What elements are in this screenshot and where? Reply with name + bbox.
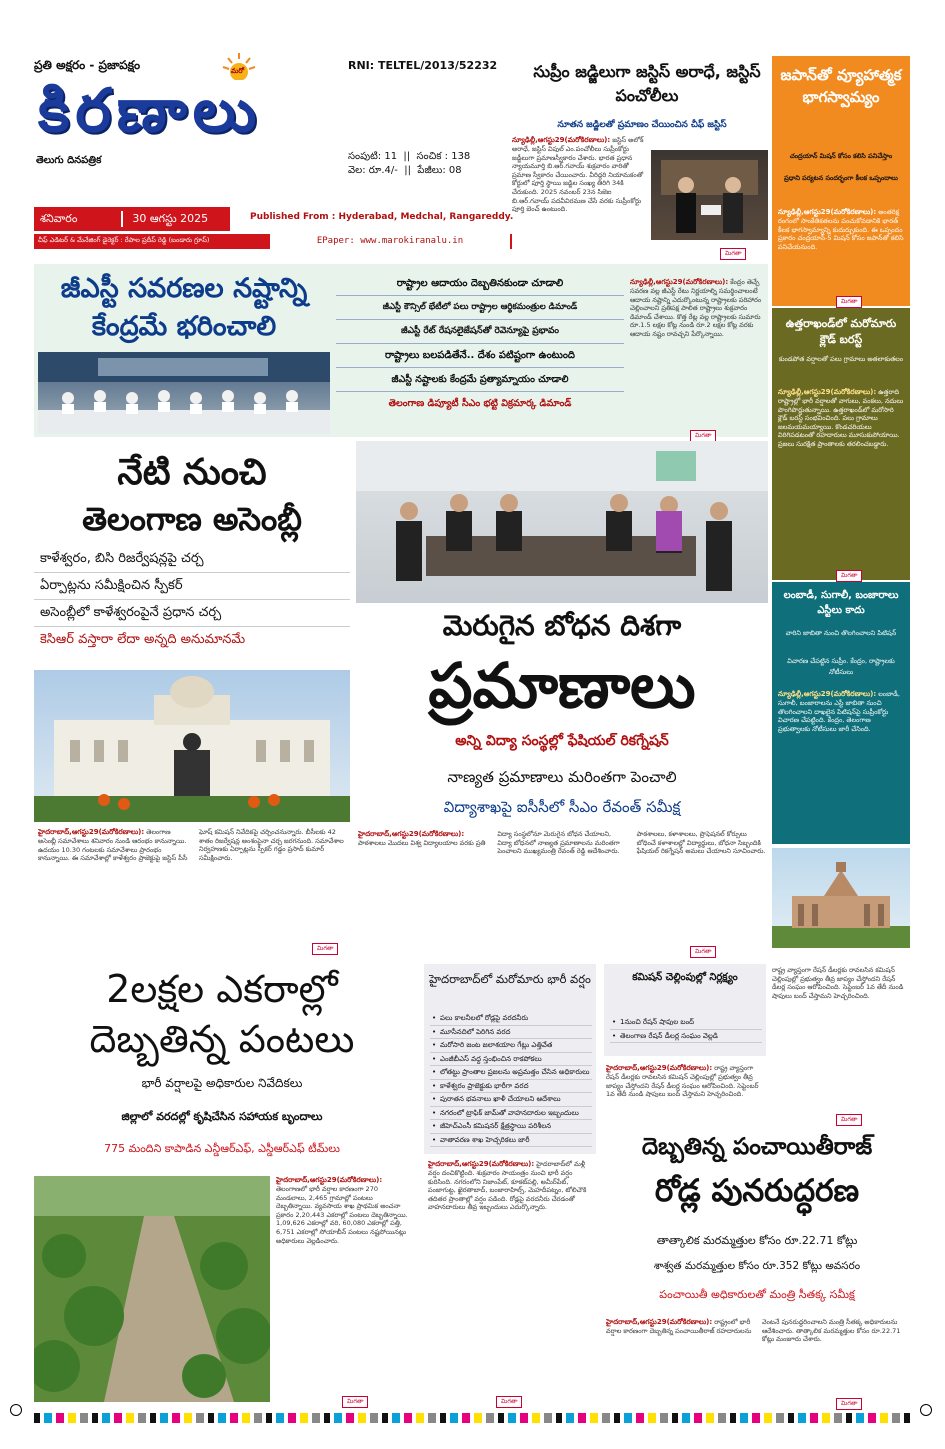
- assembly-dateline: హైదరాబాద్,ఆగస్టు29(మరోకిరణాలు):: [38, 828, 145, 836]
- gst-point: జీఎస్టీ కౌన్సిల్ భేటీలో పలు రాష్ట్రాల ఆర్థికమంత్రుల డిమాండ్: [336, 296, 624, 320]
- rain-point: • ఎంజీబీఎస్ వద్ద స్తంభించిన రాకపోకలు: [430, 1053, 592, 1067]
- masthead-logo: కిరణాలు: [38, 76, 263, 146]
- lambadi-headline: లంబాడీ, సుగాలీ, బంజారాలు ఎస్టీలు కాదు: [783, 590, 899, 616]
- rni-number: RNI: TELTEL/2013/52232: [348, 59, 498, 72]
- flooded-field-photo: [34, 1176, 270, 1402]
- japan-more[interactable]: [836, 288, 862, 308]
- assembly-point: కాళేశ్వరం, బిసి రిజర్వేషన్లపై చర్చ: [34, 546, 350, 573]
- commission-body: [606, 1064, 766, 1114]
- date-bar: [34, 207, 230, 231]
- price: వెల: రూ.4/-: [348, 165, 398, 176]
- uttarakhand-body: [778, 388, 904, 556]
- assembly-point: అసెంబ్లీలో కాళేశ్వరంపైనే ప్రధాన చర్చ: [34, 600, 350, 627]
- lambadi-dateline: న్యూఢిల్లీ,ఆగస్టు29(మరోకిరణాలు):: [778, 690, 877, 698]
- assembly-text: తెలంగాణ అసెంబ్లీ సమావేశాలు శనివారం నుండి ఆరంభం కానున్నాయి. ఉదయం 10.30 గంటలకు సమావేశాలు ప్రారంభం కానున్నాయి. ఈ సమావేశాల్లో కాళేశ్వరం ప్రాజెక్టుపై జస్టిస్ పీసీ ఘోష్ కమిషన్ నివేదికపై చర్చించనున్నారు. బీసీలకు 42 శాతం రిజర్వేషన్ల అంశంపైనా చర్చ జరగనుంది. సమావేశాల నిర్వహణకు ఏర్పాట్లను స్పీకర్ గడ్డం ప్రసాద్ కుమార్ సమీక్షించారు.: [38, 828, 344, 863]
- emblem-text: మరో: [231, 67, 245, 75]
- commission-body-cont: [772, 966, 910, 1090]
- roads-text: రాష్ట్రంలో భారీ వర్షాల కారణంగా దెబ్బతిన్న పంచాయితీరాజ్ రహదారులను వెంటనే పునరుద్ధరించాలని మంత్రి సీతక్క అధికారులను ఆదేశించారు. తాత్కాలిక మరమ్మత్తుల కోసం రూ.22.71 కోట్లు మంజూరు చేశారు.: [606, 1318, 901, 1344]
- date: 30 ఆగస్టు 2025: [132, 212, 209, 225]
- published-from: Published From : Hyderabad, Medchal, Rangareddy.: [250, 212, 514, 222]
- pramanalu-more[interactable]: [690, 938, 716, 958]
- pages: పేజీలు: 08: [417, 165, 462, 176]
- commission-text-cont: రాష్ట్ర వ్యాప్తంగా రేషన్ డీలర్లకు రావలసిన కమిషన్ చెల్లింపుల్లో ప్రభుత్వం తీవ్ర జాప్యం చేస్తోందని రేషన్ డీలర్ల సంఘం ఆరోపించింది. సెప్టెంబర్ 1వ తేదీ నుండి షాపులు బంద్ చేస్తామని హెచ్చరించింది.: [772, 966, 904, 1000]
- pramanalu-sub2: నాణ్యత ప్రమాణాలు మరింతగా పెంచాలి: [447, 768, 677, 786]
- crops-more[interactable]: [342, 1388, 368, 1408]
- top-story-more[interactable]: [720, 240, 746, 260]
- issue: సంచిక : 138: [416, 151, 471, 162]
- japan-sub: చంద్రయాన్ మిషన్ కోసం కలిసి పనిచేస్తాం: [789, 152, 893, 160]
- rain-dateline: హైదరాబాద్,ఆగస్టు29(మరోకిరణాలు):: [428, 1160, 535, 1168]
- gst-more[interactable]: [690, 422, 716, 442]
- rain-more[interactable]: [496, 1388, 522, 1408]
- registration-bar: [34, 1413, 912, 1423]
- rain-point: • లోతట్టు ప్రాంతాల ప్రజలను అప్రమత్తం చేసిన అధికారులు: [430, 1066, 592, 1080]
- crops-headline-2: దెబ్బతిన్న పంటలు: [89, 1017, 355, 1061]
- pramanalu-body: [358, 830, 766, 946]
- uttarakhand-text: ఉత్తరాది రాష్ట్రాల్లో భారీ వర్షాలతో వాగులు, వంకలు, నదులు పొంగిపొర్లుతున్నాయి. ఉత్తరాఖండ్‌లో మరోసారి క్లౌడ్ బరస్ట్ సంభవించింది. పలు గ్రామాలు జలమయమయ్యాయి. కొండచరియలు విరిగిపడటంతో రహదారులు మూసుకుపోయాయి. ప్రజలు సురక్షిత ప్రాంతాలకు తరలించబడ్డారు.: [778, 388, 904, 448]
- tagline: ప్రతి అక్షరం - ప్రజాపక్షం: [34, 58, 141, 72]
- rain-point: • జీహెచ్ఎంసీ కమిషనర్ క్షేత్రస్థాయి పరిశీలన: [430, 1120, 592, 1134]
- crops-text: తెలంగాణలో భారీ వర్షాల కారణంగా 270 మండలాలు, 2,465 గ్రామాల్లో పంటలు దెబ్బతిన్నాయి. వ్యవసాయ శాఖ ప్రాథమిక అంచనా ప్రకారం 2,20,443 ఎకరాల్లో పంటలు దెబ్బతిన్నాయి. 1,09,626 ఎకరాల్లో వరి, 60,080 ఎకరాల్లో పత్తి, 6,751 ఎకరాల్లో సోయాబీన్ పంటలు నష్టపోయినట్లు అధికారులు వెల్లడించారు.: [276, 1185, 408, 1245]
- more-tag: మిగతా: [836, 1114, 862, 1126]
- commission-dateline: హైదరాబాద్,ఆగస్టు29(మరోకిరణాలు):: [606, 1064, 713, 1072]
- top-story-dateline: న్యూఢిల్లీ,ఆగస్టు29(మరోకిరణాలు):: [512, 136, 611, 144]
- gst-text: కేంద్రం తెచ్చే సవరణ వల్ల జీఎస్టీ రేటు నిర్ణయాల్ని సమర్థించాలంటే ఆదాయ నష్టాన్ని ఎదుర్కొంటున్న రాష్ట్రాలకు పరిహారం చెల్లించాలని ప్రతిపక్ష పాలిత రాష్ట్రాలు శుక్రవారం డిమాండ్ చేశాయి. కొత్త రేట్ల వల్ల రాష్ట్రాలకు సుమారు రూ.1.5 లక్షల కోట్ల నుండి రూ.2 లక్షల కోట్ల వరకు ఆదాయ నష్టం రావచ్చని పేర్కొన్నాయి.: [630, 278, 762, 338]
- rain-point: • పురాతన భవనాలు ఖాళీ చేయాలని ఆదేశాలు: [430, 1093, 592, 1107]
- rain-point: • మరోసారి జంట జలాశయాల గేట్లు ఎత్తివేత: [430, 1039, 592, 1053]
- pramanalu-dateline: హైదరాబాద్,ఆగస్టు29(మరోకిరణాలు):: [358, 830, 465, 838]
- commission-text: రాష్ట్ర వ్యాప్తంగా రేషన్ డీలర్లకు రావలసిన కమిషన్ చెల్లింపుల్లో ప్రభుత్వం తీవ్ర జాప్యం చేస్తోందని రేషన్ డీలర్ల సంఘం ఆరోపించింది. సెప్టెంబర్ 1వ తేదీ నుండి షాపులు బంద్ చేస్తామని హెచ్చరించింది.: [606, 1064, 759, 1099]
- more-tag: మిగతా: [690, 946, 716, 958]
- uttarakhand-sub: కుండపోత వర్షాలతో పలు గ్రామాలు అతలాకుతలం: [778, 355, 904, 363]
- assembly-point: ఏర్పాట్లను సమీక్షించిన స్పీకర్: [34, 573, 350, 600]
- assembly-body: [38, 828, 350, 948]
- assembly-more[interactable]: [312, 935, 338, 955]
- roads-dateline: హైదరాబాద్,ఆగస్టు29(మరోకిరణాలు):: [606, 1318, 713, 1326]
- uttarakhand-dateline: న్యూఢిల్లీ,ఆగస్టు29(మరోకిరణాలు):: [778, 388, 877, 396]
- commission-more[interactable]: [836, 1106, 862, 1126]
- gst-body: [630, 278, 764, 418]
- gst-meeting-photo: [38, 352, 330, 434]
- roads-sub2: శాశ్వత మరమ్మత్తుల కోసం రూ.352 కోట్లు అవసరం: [653, 1260, 861, 1272]
- pramanalu-sub3: విద్యాశాఖపై ఐసీసీలో సీఎం రేవంత్ సమీక్ష: [443, 798, 681, 816]
- commission-point: • తెలంగాణ రేషన్ డీలర్ల సంఘం వెల్లడి: [610, 1030, 762, 1044]
- rain-points: [430, 1012, 592, 1147]
- assembly-building-photo: [34, 670, 350, 822]
- cm-review-photo: [356, 441, 768, 603]
- japan-sub2: ప్రధాని పర్యటన సందర్భంగా కీలక ఒప్పందాలు: [784, 174, 898, 182]
- gst-point: జీఎస్టీ నష్టాలకు కేంద్రమే ప్రత్యామ్నాయం చూడాలి: [336, 368, 624, 392]
- roads-headline-2: రోడ్ల పునరుద్ధరణ: [654, 1173, 860, 1209]
- commission-point: • 1నుంచి రేషన్ షాపుల బంద్: [610, 1016, 762, 1030]
- japan-body: [778, 208, 904, 278]
- gst-point-red: తెలంగాణ డిప్యూటీ సీఎం భట్టి విక్రమార్క డిమాండ్: [388, 398, 572, 409]
- rain-point: • మూసీనదిలో పెరిగిన వరద: [430, 1026, 592, 1040]
- roads-headline-1: దెబ్బతిన్న పంచాయితీరాజ్: [641, 1134, 873, 1160]
- rain-point: • పలు కాలనీలలో రోడ్లపై వరదనీరు: [430, 1012, 592, 1026]
- gst-point: రాష్ట్రాలు బలపడితేనే.. దేశం పటిష్టంగా ఉంటుంది: [336, 344, 624, 368]
- registration-mark-right: [920, 1404, 932, 1416]
- registration-mark-left: [10, 1404, 22, 1416]
- roads-sub: తాత్కాలిక మరమ్మత్తుల కోసం రూ.22.71 కోట్లు: [656, 1234, 858, 1247]
- rain-headline: హైదరాబాద్‌లో మరోమారు భారీ వర్షం: [429, 972, 591, 986]
- assembly-headline-1: నేటి నుంచి: [117, 452, 267, 493]
- gst-points: [336, 272, 624, 415]
- lambadi-text: లంబాడీ, సుగాలీ, బంజారాలను ఎస్టీ జాబితా నుంచి తొలగించాలని దాఖలైన పిటిషన్‌పై సుప్రీంకోర్టు విచారణ చేపట్టింది. కేంద్రం, తెలంగాణ ప్రభుత్వాలకు నోటీసులు జారీ చేసింది.: [778, 690, 900, 733]
- crops-sub2: జిల్లాలో వరదల్లో కృషిచేసిన సహాయక బృందాలు: [121, 1110, 323, 1123]
- crops-sub: భారీ వర్షాలపై అధికారుల నివేదికలు: [141, 1076, 303, 1090]
- gst-point: రాష్ట్రాల ఆదాయం దెబ్బతినకుండా చూడాలి: [336, 272, 624, 296]
- uttarakhand-headline: ఉత్తరాఖండ్‌లో మరోమారు క్లౌడ్ బరస్ట్: [785, 317, 897, 346]
- roads-body: [606, 1318, 908, 1390]
- more-tag: మిగతా: [836, 570, 862, 582]
- editor-line: చీఫ్ ఎడిటర్ & మేనేజింగ్ డైరెక్టర్ : రేపాల ప్రదీప్ రెడ్డి (బండారు గ్రూప్): [38, 236, 210, 244]
- rain-point: • కాళేశ్వరం ప్రాజెక్టుకు భారీగా వరద: [430, 1080, 592, 1094]
- rain-point: • వాతావరణ శాఖ హెచ్చరికలు జారీ: [430, 1134, 592, 1148]
- supreme-court-building-photo: [772, 848, 910, 948]
- uttarakhand-more[interactable]: [836, 562, 862, 582]
- crops-body: [276, 1176, 408, 1388]
- issue-info: సంపుటి: 11 || సంచిక : 138 వెల: రూ.4/- || పేజీలు: 08: [348, 151, 471, 176]
- supreme-court-photo: [651, 150, 768, 240]
- lambadi-sub: వారిని జాబితా నుంచి తొలగించాలని పిటిషన్: [785, 629, 897, 637]
- assembly-point-red: కెసిఆర్ వస్తారా లేదా అన్నది అనుమానమే: [40, 632, 246, 647]
- japan-text: అంతరిక్ష రంగంలో సాంకేతికతలను పంచుకోవడానికి భారత్ కీలక భాగస్వామ్యాన్ని కుదుర్చుకుంది. ఈ ఒప్పందం ప్రకారం చంద్రయాన్-5 మిషన్ కోసం జపాన్‌తో కలిసి పనిచేయనుంది.: [778, 208, 904, 251]
- roads-more[interactable]: [836, 1390, 862, 1410]
- gst-dateline: న్యూఢిల్లీ,ఆగస్టు29(మరోకిరణాలు):: [630, 278, 729, 286]
- rain-body: [428, 1160, 594, 1386]
- more-tag: మిగతా: [836, 296, 862, 308]
- more-tag: మిగతా: [720, 248, 746, 260]
- crops-red: 775 మందిని కాపాడిన ఎన్డీఆర్‌ఎఫ్, ఎస్డీఆర్‌ఎఫ్ టీమ్‌లు: [104, 1142, 340, 1155]
- crops-headline-1: 2లక్షల ఎకరాల్లో: [106, 967, 338, 1011]
- commission-points: [610, 1016, 762, 1043]
- top-story-headline: సుప్రీం జడ్జిలుగా జస్టిస్ అరాధే, జస్టిస్ పంచోలీలు: [533, 62, 761, 105]
- pramanalu-text: పాఠశాలలు మొదలు విశ్వ విద్యాలయాల వరకు ప్రతి విద్యా సంస్థలోనూ మెరుగైన బోధన చేయాలని, విద్యా బోధనలో నాణ్యత ప్రమాణాలను మరింతగా పెంచాలని ముఖ్యమంత్రి రేవంత్ రెడ్డి ఆదేశించారు. పాఠశాలలు, కళాశాలలు, ప్రొఫెషనల్ కోర్సులు బోధించే కళాశాలల్లో విద్యార్థులు, బోధనా సిబ్బందికి ఫేషియల్ రికగ్నేషన్ అమలు చేయాలని సూచించారు.: [358, 830, 766, 856]
- rain-point: • నగరంలో ట్రాఫిక్ జామ్‌తో వాహనదారుల ఇబ్బందులు: [430, 1107, 592, 1121]
- pramanalu-sub: అన్ని విద్యా సంస్థల్లో ఫేషియల్ రికగ్నేషన్: [455, 733, 669, 749]
- top-story-text: జస్టిస్ అలోక్ అరాధే, జస్టిస్ విపుల్ ఎం.పంచోలీలు సుప్రీంకోర్టు జడ్జీలుగా ప్రమాణస్వీకారం చేశారు. భారత ప్రధాన న్యాయమూర్తి బి.ఆర్.గవాయ్ శుక్రవారం వారితో ప్రమాణ స్వీకారం చేయించారు. వీరిద్దరి నియామకంతో కోర్టులో పూర్తి స్థాయి జడ్జిల సంఖ్య తిరిగి 34కి చేరుకుంది. 2025 నవంబర్ 23న సిజెఐ బి.ఆర్.గవాయ్ పదవీవిరమణ చేసే వరకు సుప్రీంకోర్టు పూర్తి బెంచ్ ఉంటుంది.: [512, 136, 644, 214]
- more-tag: మిగతా: [690, 430, 716, 442]
- commission-headline: కమిషన్ చెల్లింపుల్లో నిర్లక్ష్యం: [632, 972, 738, 983]
- top-story-body: [512, 136, 648, 236]
- volume: సంపుటి: 11: [348, 151, 398, 162]
- assembly-headline-2: తెలంగాణ అసెంబ్లీ: [82, 500, 302, 538]
- more-tag: మిగతా: [496, 1396, 522, 1408]
- pramanalu-headline-2: ప్రమాణాలు: [428, 649, 696, 722]
- more-tag: మిగతా: [312, 943, 338, 955]
- lambadi-sub2: విచారణ చేపట్టిన సుప్రీం. కేంద్రం, రాష్ట్రాలకు నోటీసులు: [787, 657, 895, 676]
- top-story-sub: నూతన జడ్జిలతో ప్రమాణం చేయించిన చీఫ్ జస్టిస్: [557, 120, 727, 130]
- assembly-points: [34, 546, 350, 653]
- lambadi-body: [778, 690, 904, 826]
- crops-dateline: హైదరాబాద్,ఆగస్టు29(మరోకిరణాలు):: [276, 1176, 383, 1184]
- gst-headline: జీఎస్టీ సవరణల నష్టాన్ని కేంద్రమే భరించాలి: [60, 273, 308, 342]
- japan-headline: జపాన్‌తో వ్యూహాత్మక భాగస్వామ్యం: [780, 66, 902, 106]
- more-tag: మిగతా: [836, 1398, 862, 1410]
- day: శనివారం: [40, 212, 78, 225]
- roads-red: పంచాయితీ అధికారులతో మంత్రి సీతక్క సమీక్ష: [659, 1288, 855, 1301]
- pramanalu-headline-1: మెరుగైన బోధన దిశగా: [442, 609, 682, 642]
- gst-point: జీఎస్టీ రేట్ రేషనలైజేషన్‌తో రెవెన్యూపై ప్రభావం: [336, 320, 624, 344]
- japan-dateline: న్యూఢిల్లీ,ఆగస్టు29(మరోకిరణాలు):: [778, 208, 877, 216]
- more-tag: మిగతా: [342, 1396, 368, 1408]
- epaper-link[interactable]: EPaper: www.marokiranalu.in: [270, 234, 510, 249]
- rain-text: హైదరాబాద్‌లో మళ్లీ వర్షం దంచికొట్టింది. శుక్రవారం సాయంత్రం నుంచి భారీ వర్షం కురిసింది. నగరంలోని నిజాంపేట్, కూకట్‌పల్లి, అమీర్‌పేట్, పంజాగుట్ట, ఖైరతాబాద్, బంజారాహిల్స్, మెహదీపట్నం, టోలిచౌకి తదితర ప్రాంతాల్లో వర్షం పడింది. రోడ్లపై వరదనీరు చేరడంతో వాహనదారులు తీవ్ర ఇబ్బందులు ఎదుర్కొన్నారు.: [428, 1160, 587, 1212]
- masthead-subtitle: తెలుగు దినపత్రిక: [36, 155, 102, 166]
